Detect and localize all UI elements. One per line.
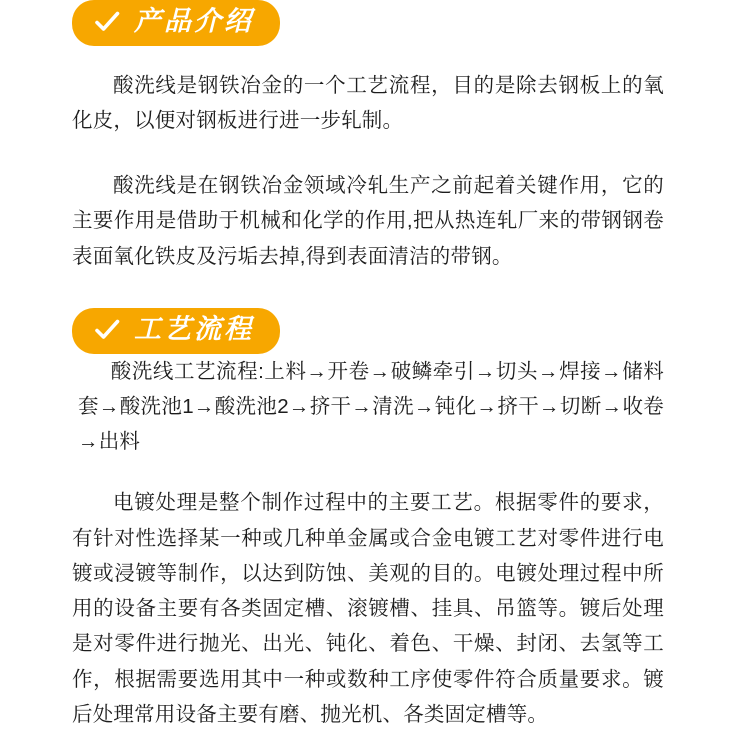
section-header-product-intro xyxy=(72,0,280,46)
check-icon xyxy=(94,317,120,343)
section-title: 产品介绍 xyxy=(134,6,254,36)
check-icon xyxy=(94,9,120,35)
paragraph-process-flow-steps: 酸洗线工艺流程:上料→开卷→破鳞牵引→切头→焊接→储料套→酸洗池1→酸洗池2→挤干→清洗→钝化→挤干→切断→收卷→出料 xyxy=(78,359,664,454)
section-title: 工艺流程 xyxy=(134,313,254,344)
paragraph-process-flow-detail: 电镀处理是整个制作过程中的主要工艺。根据零件的要求，有针对性选择某一种或几种单金属或合金电镀工艺对零件进行电镀或浸镀等制作，以达到防蚀、美观的目的。电镀处理过程中所用的设备主要有各类固定槽、滚镀槽、挂具、吊篮等。镀后处理是对零件进行抛光、出光、钝化、着色、干燥、封闭、去氢等工作，根据需要选用其中一种或数种工序使零件符合质量要求。镀后处理常用设备主要有磨、抛光机、各类固定槽等。 xyxy=(72,491,664,726)
section-header-product-intro-wrap xyxy=(72,0,664,46)
paragraph-product-intro-2: 酸洗线是在钢铁冶金领域冷轧生产之前起着关键作用，它的主要作用是借助于机械和化学的作用,把从热连轧厂来的带钢钢卷表面氧化铁皮及污垢去掉,得到表面清洁的带钢。 xyxy=(72,174,664,268)
paragraph-product-intro-1: 酸洗线是钢铁冶金的一个工艺流程，目的是除去钢板上的氧化皮，以便对钢板进行进一步轧制。 xyxy=(72,73,664,132)
section-header-process-flow xyxy=(72,308,280,354)
section-header-process-flow-wrap xyxy=(72,308,664,354)
